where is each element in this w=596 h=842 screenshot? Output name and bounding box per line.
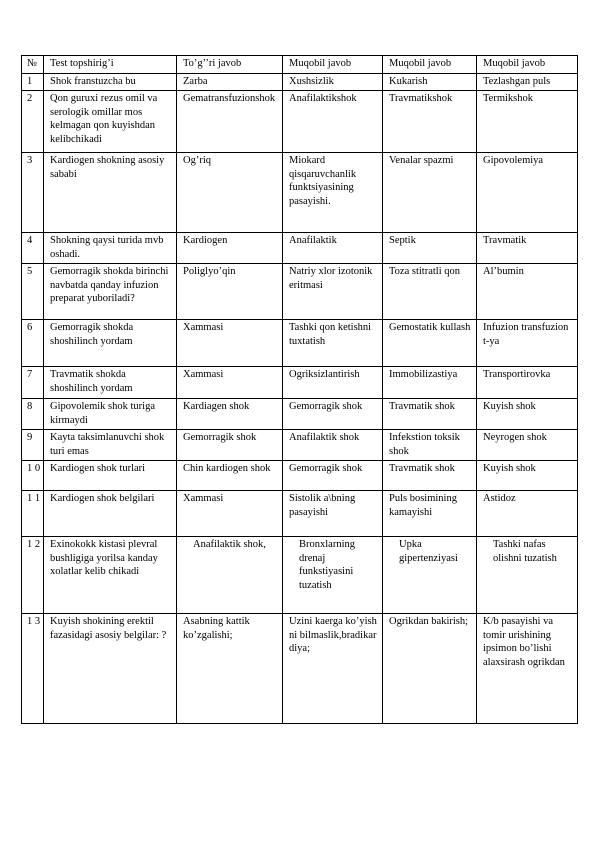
table-row bbox=[22, 264, 578, 320]
alternative-2-cell: Immobilizastiya bbox=[383, 367, 477, 399]
row-number: 4 bbox=[22, 233, 44, 264]
alternative-1-cell: Uzini kaerga ko’yishni bilmaslik,bradikardiya; bbox=[283, 614, 383, 724]
table-row bbox=[22, 73, 578, 91]
question-cell: Kardiogen shokning asosiy sababi bbox=[44, 153, 177, 233]
correct-answer-cell: Xammasi bbox=[177, 320, 283, 367]
correct-answer-cell: Kardiogen bbox=[177, 233, 283, 264]
row-number: 5 bbox=[22, 264, 44, 320]
row-number: 1 3 bbox=[22, 614, 44, 724]
row-number: 1 bbox=[22, 73, 44, 91]
alternative-2-cell: Ogrikdan bakirish; bbox=[383, 614, 477, 724]
alternative-3-cell: Tashki nafas olishni tuzatish bbox=[477, 537, 578, 614]
table-row bbox=[22, 537, 578, 614]
alternative-2-cell: Venalar spazmi bbox=[383, 153, 477, 233]
correct-answer-cell: Gematransfuzionshok bbox=[177, 91, 283, 153]
question-cell: Shokning qaysi turida mvb oshadi. bbox=[44, 233, 177, 264]
table-row bbox=[22, 153, 578, 233]
header-alternative-1: Muqobil javob bbox=[283, 56, 383, 74]
table-row bbox=[22, 367, 578, 399]
question-cell: Gemorragik shokda birinchi navbatda qanday infuzion preparat yuboriladi? bbox=[44, 264, 177, 320]
alternative-2-cell: Upka gipertenziyasi bbox=[383, 537, 477, 614]
alternative-3-cell: K/b pasayishi va tomir urishining ipsimon bo’lishi alaxsirash ogrikdan bbox=[477, 614, 578, 724]
alternative-3-cell: Kuyish shok bbox=[477, 399, 578, 430]
question-cell: Qon guruxi rezus omil va serologik omillar mos kelmagan qon kuyishdan kelibchikadi bbox=[44, 91, 177, 153]
alternative-3-cell: Termikshok bbox=[477, 91, 578, 153]
alternative-1-cell: Miokard qisqaruvchanlik funktsiyasining pasayishi. bbox=[283, 153, 383, 233]
row-number: 1 0 bbox=[22, 461, 44, 491]
alternative-2-cell: Travmatik shok bbox=[383, 461, 477, 491]
table-row bbox=[22, 399, 578, 430]
row-number: 8 bbox=[22, 399, 44, 430]
question-cell: Kayta taksimlanuvchi shok turi emas bbox=[44, 430, 177, 461]
question-cell: Kardiogen shok belgilari bbox=[44, 491, 177, 537]
alternative-1-cell: Gemorragik shok bbox=[283, 399, 383, 430]
alternative-1-cell: Ogriksizlantirish bbox=[283, 367, 383, 399]
question-cell: Shok franstuzcha bu bbox=[44, 73, 177, 91]
alternative-2-cell: Travmatik shok bbox=[383, 399, 477, 430]
alternative-1-cell: Natriy xlor izotonik eritmasi bbox=[283, 264, 383, 320]
table-row bbox=[22, 614, 578, 724]
header-alternative-2: Muqobil javob bbox=[383, 56, 477, 74]
correct-answer-cell: Xammasi bbox=[177, 491, 283, 537]
correct-answer-cell: Asabning kattik ko’zgalishi; bbox=[177, 614, 283, 724]
alternative-1-cell: Anafilaktikshok bbox=[283, 91, 383, 153]
alternative-2-cell: Puls bosimining kamayishi bbox=[383, 491, 477, 537]
alternative-1-cell: Gemorragik shok bbox=[283, 461, 383, 491]
question-cell: Kuyish shokining erektil fazasidagi asosiy belgilar: ? bbox=[44, 614, 177, 724]
header-correct-answer: To’g’’ri javob bbox=[177, 56, 283, 74]
table-row bbox=[22, 461, 578, 491]
alternative-1-cell: Sistolik a\bning pasayishi bbox=[283, 491, 383, 537]
correct-answer-cell: Chin kardiogen shok bbox=[177, 461, 283, 491]
alternative-3-cell: Al’bumin bbox=[477, 264, 578, 320]
alternative-3-cell: Kuyish shok bbox=[477, 461, 578, 491]
alternative-3-cell: Gipovolemiya bbox=[477, 153, 578, 233]
question-cell: Exinokokk kistasi plevral bushligiga yorilsa kanday xolatlar kelib chikadi bbox=[44, 537, 177, 614]
quiz-table bbox=[21, 55, 578, 724]
alternative-3-cell: Transportirovka bbox=[477, 367, 578, 399]
row-number: 7 bbox=[22, 367, 44, 399]
table-row bbox=[22, 491, 578, 537]
correct-answer-cell: Anafilaktik shok, bbox=[177, 537, 283, 614]
correct-answer-cell: Zarba bbox=[177, 73, 283, 91]
alternative-1-cell: Xushsizlik bbox=[283, 73, 383, 91]
header-alternative-3: Muqobil javob bbox=[477, 56, 578, 74]
table-row bbox=[22, 430, 578, 461]
alternative-3-cell: Astidoz bbox=[477, 491, 578, 537]
alternative-3-cell: Travmatik bbox=[477, 233, 578, 264]
table-header-row bbox=[22, 56, 578, 74]
alternative-2-cell: Travmatikshok bbox=[383, 91, 477, 153]
header-number: № bbox=[22, 56, 44, 74]
row-number: 6 bbox=[22, 320, 44, 367]
row-number: 1 1 bbox=[22, 491, 44, 537]
alternative-1-cell: Tashki qon ketishni tuxtatish bbox=[283, 320, 383, 367]
alternative-3-cell: Neyrogen shok bbox=[477, 430, 578, 461]
alternative-1-cell: Anafilaktik shok bbox=[283, 430, 383, 461]
correct-answer-cell: Gemorragik shok bbox=[177, 430, 283, 461]
correct-answer-cell: Kardiagen shok bbox=[177, 399, 283, 430]
table-row bbox=[22, 91, 578, 153]
alternative-2-cell: Toza stitratli qon bbox=[383, 264, 477, 320]
alternative-2-cell: Infekstion toksik shok bbox=[383, 430, 477, 461]
alternative-1-cell: Bronxlarning drenaj funkstiyasini tuzatish bbox=[283, 537, 383, 614]
correct-answer-cell: Og’riq bbox=[177, 153, 283, 233]
correct-answer-cell: Poliglyo’qin bbox=[177, 264, 283, 320]
row-number: 3 bbox=[22, 153, 44, 233]
table-row bbox=[22, 233, 578, 264]
question-cell: Travmatik shokda shoshilinch yordam bbox=[44, 367, 177, 399]
table-row bbox=[22, 320, 578, 367]
alternative-3-cell: Tezlashgan puls bbox=[477, 73, 578, 91]
row-number: 1 2 bbox=[22, 537, 44, 614]
row-number: 2 bbox=[22, 91, 44, 153]
alternative-3-cell: Infuzion transfuzion t-ya bbox=[477, 320, 578, 367]
row-number: 9 bbox=[22, 430, 44, 461]
alternative-2-cell: Septik bbox=[383, 233, 477, 264]
alternative-1-cell: Anafilaktik bbox=[283, 233, 383, 264]
question-cell: Gemorragik shokda shoshilinch yordam bbox=[44, 320, 177, 367]
alternative-2-cell: Kukarish bbox=[383, 73, 477, 91]
question-cell: Kardiogen shok turlari bbox=[44, 461, 177, 491]
header-question: Test topshirig’i bbox=[44, 56, 177, 74]
question-cell: Gipovolemik shok turiga kirmaydi bbox=[44, 399, 177, 430]
alternative-2-cell: Gemostatik kullash bbox=[383, 320, 477, 367]
correct-answer-cell: Xammasi bbox=[177, 367, 283, 399]
